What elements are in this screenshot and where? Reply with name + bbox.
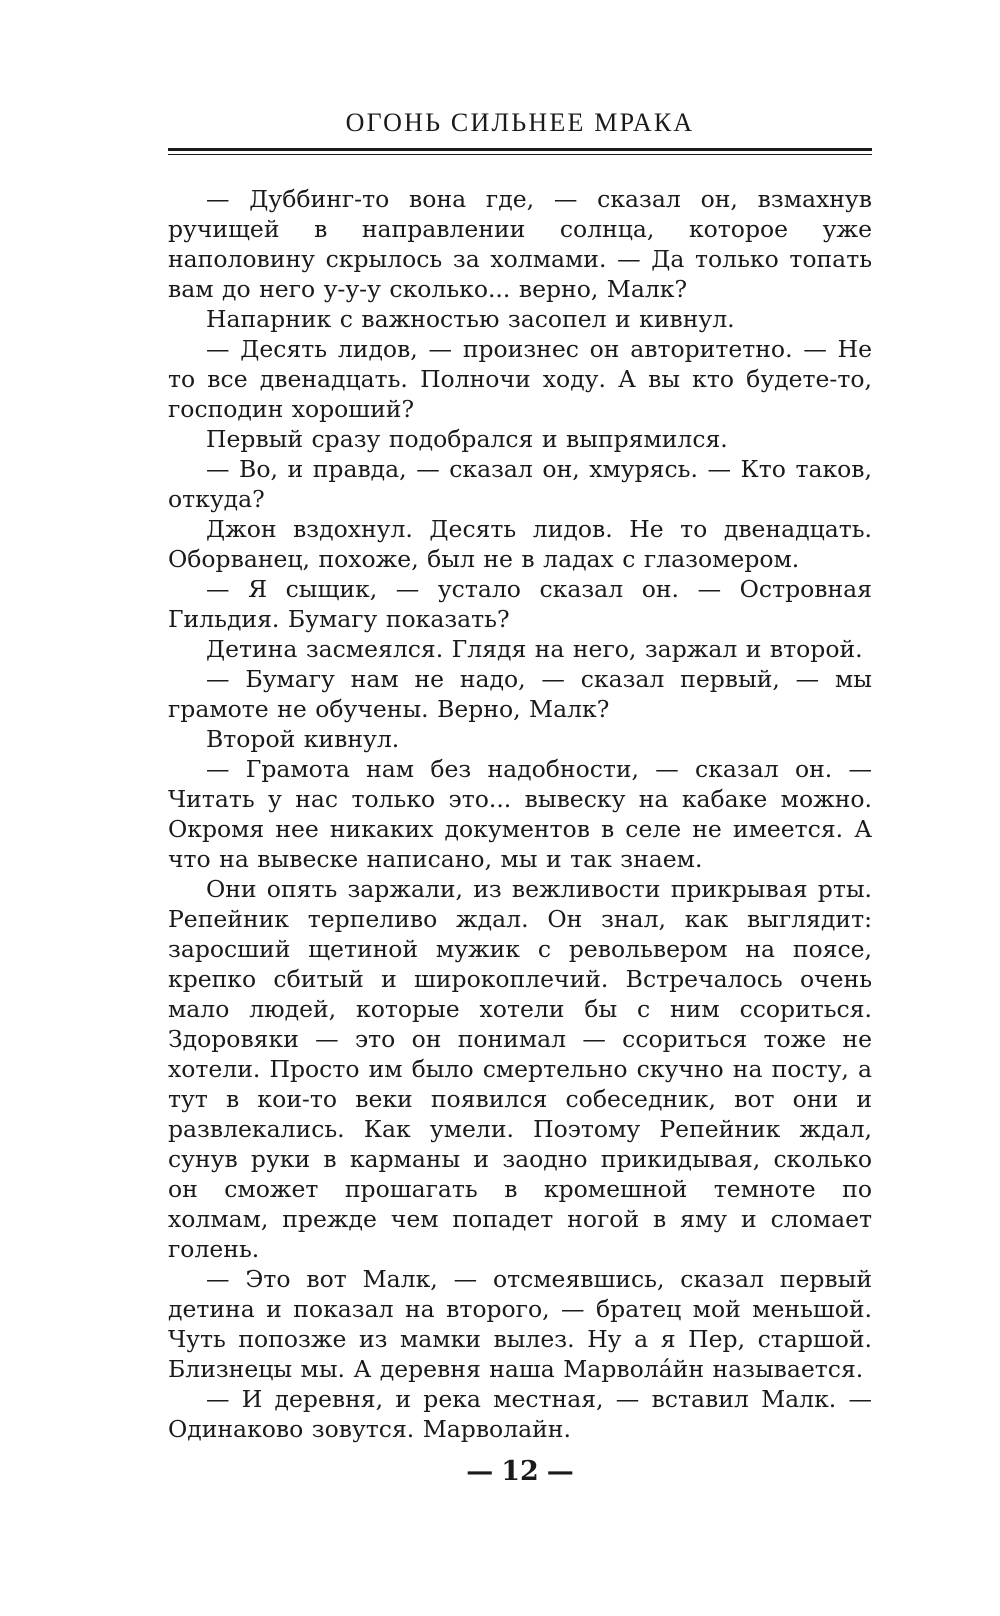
folio-dash-left: — bbox=[466, 1456, 494, 1487]
paragraph: Второй кивнул. bbox=[206, 725, 400, 753]
paragraph: — Во, и правда, — сказал он, хмурясь. — Кто таков, откуда? bbox=[168, 455, 872, 513]
page-number-footer bbox=[170, 1456, 870, 1487]
paragraph: — Десять лидов, — произнес он авторитетно. — Не то все двенадцать. Полночи ходу. А вы кто будете-то, господин хороший? bbox=[168, 335, 872, 423]
paragraph: — Бумагу нам не надо, — сказал первый, — мы грамоте не обучены. Верно, Малк? bbox=[168, 665, 872, 723]
body-text bbox=[168, 184, 872, 1444]
paragraph: Первый сразу подобрался и выпрямился. bbox=[206, 425, 728, 453]
paragraph: Джон вздохнул. Десять лидов. Не то двенадцать. Оборванец, похоже, был не в ладах с глазомером. bbox=[168, 515, 872, 573]
paragraph: — И деревня, и река местная, — вставил Малк. — Одинаково зовутся. Марволайн. bbox=[168, 1385, 872, 1443]
folio-dash-right: — bbox=[546, 1456, 574, 1487]
paragraph: — Это вот Малк, — отсмеявшись, сказал первый детина и показал на второго, — братец мой меньшой. Чуть попозже из мамки вылез. Ну а я Пер, старшой. Близнецы мы. А деревня наша Марволáйн называется. bbox=[168, 1265, 872, 1383]
paragraph: Напарник с важностью засопел и кивнул. bbox=[206, 305, 735, 333]
paragraph: Они опять заржали, из вежливости прикрывая рты. Репейник терпеливо ждал. Он знал, как выглядит: заросший щетиной мужик с револьвером на поясе, крепко сбитый и широкоплечий. Встречалось очень мало людей, которые хотели бы с ним ссориться. Здоровяки — это он понимал — ссориться тоже не хотели. Просто им было смертельно скучно на посту, а тут в кои-то веки появился собеседник, вот они и развлекались. Как умели. Поэтому Репейник ждал, сунув руки в карманы и заодно прикидывая, сколько он сможет прошагать в кромешной темноте по холмам, прежде чем попадет ногой в яму и сломает голень. bbox=[168, 875, 872, 1263]
paragraph: — Грамота нам без надобности, — сказал он. — Читать у нас только это... вывеску на кабаке можно. Окромя нее никаких документов в селе не имеется. А что на вывеске написано, мы и так знаем. bbox=[168, 755, 872, 873]
paragraph: Детина засмеялся. Глядя на него, заржал и второй. bbox=[206, 635, 863, 663]
page-number: 12 bbox=[501, 1456, 539, 1487]
paragraph: — Дуббинг-то вона где, — сказал он, взмахнув ручищей в направлении солнца, которое уже наполовину скрылось за холмами. — Да только топать вам до него у-у-у сколько... верно, Малк? bbox=[168, 185, 872, 303]
running-head-title: ОГОНЬ СИЛЬНЕЕ МРАКА bbox=[345, 108, 695, 137]
paragraph: — Я сыщик, — устало сказал он. — Островная Гильдия. Бумагу показать? bbox=[168, 575, 872, 633]
header-double-rule bbox=[168, 148, 872, 155]
